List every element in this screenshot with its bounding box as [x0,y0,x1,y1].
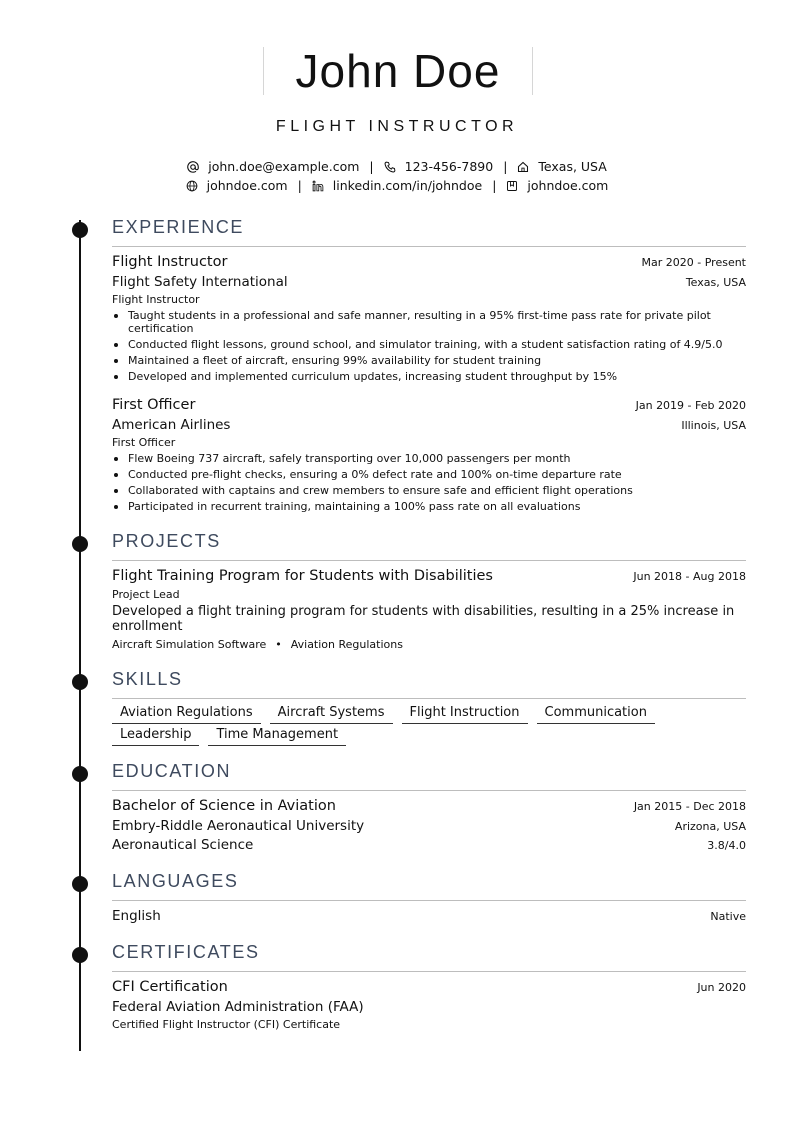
phone-text: 123-456-7890 [404,159,494,174]
skill-tag: Aviation Regulations [112,704,261,724]
section-divider [112,790,746,791]
separator: | [369,159,374,174]
at-sign-icon [187,161,199,173]
website-text: johndoe.com [206,178,288,193]
contact-linkedin[interactable] [312,178,482,193]
portfolio-text: johndoe.com [527,178,609,193]
timeline-dot [72,947,88,963]
job-bullet-list [112,452,732,516]
separator: | [503,159,508,174]
linkedin-text: linkedin.com/in/johndoe [332,178,483,193]
certificate-description: Certified Flight Instructor (CFI) Certificate [112,1018,341,1031]
project-description: Developed a flight training program for students with disabilities, resulting in a 25% increase in enrollment [112,604,735,634]
candidate-name: John Doe [295,45,501,97]
list-item: Conducted pre-flight checks, ensuring a 0% defect rate and 100% on-time departure rate [112,468,732,481]
school-name: Embry-Riddle Aeronautical University [112,818,365,834]
field-of-study: Aeronautical Science [112,837,254,853]
list-item: Developed and implemented curriculum updates, increasing student throughput by 15% [112,370,732,383]
section-title-education: EDUCATION [112,761,232,781]
globe-icon [186,180,198,192]
company-location: Texas, USA [685,276,746,289]
contact-phone[interactable] [384,159,494,174]
skills-list [112,704,752,748]
project-dates: Jun 2018 - Aug 2018 [633,570,746,583]
contact-location [517,159,606,174]
education-school-row [112,818,746,834]
gpa: 3.8/4.0 [707,839,746,852]
contact-email[interactable] [187,159,359,174]
language-name: English [112,908,161,924]
timeline-dot [72,536,88,552]
certificate-name: CFI Certification [112,979,228,995]
experience-role-row [112,254,746,270]
section-divider [112,698,746,699]
project-tag: Aviation Regulations [290,638,403,651]
degree-name: Bachelor of Science in Aviation [112,798,336,814]
timeline-dot [72,766,88,782]
linkedin-icon [312,180,324,192]
list-item: Participated in recurrent training, maintaining a 100% pass rate on all evaluations [112,500,732,513]
experience-company-row [112,274,746,290]
company-name: Flight Safety International [112,274,288,290]
skill-tag: Flight Instruction [402,704,528,724]
project-tags [112,638,403,651]
contact-portfolio[interactable] [506,178,608,193]
education-dates: Jan 2015 - Dec 2018 [633,800,746,813]
job-role: Flight Instructor [112,254,228,270]
company-name: American Airlines [112,417,231,433]
bookmark-icon [506,180,518,192]
skill-tag: Communication [537,704,655,724]
skill-tag: Leadership [112,726,199,746]
contact-line-2 [0,178,794,193]
job-dates: Jan 2019 - Feb 2020 [635,399,746,412]
project-row [112,568,746,584]
job-subtitle: Flight Instructor [112,293,200,306]
list-item: Flew Boeing 737 aircraft, safely transporting over 10,000 passengers per month [112,452,732,465]
contact-line-1 [0,159,794,174]
language-level: Native [710,910,746,923]
skill-tag: Aircraft Systems [270,704,393,724]
certificate-row [112,979,746,995]
section-title-experience: EXPERIENCE [112,217,245,237]
list-item: Maintained a fleet of aircraft, ensuring 99% availability for student training [112,354,732,367]
timeline-line [79,220,81,1051]
section-title-skills: SKILLS [112,669,183,689]
skill-tag: Time Management [208,726,346,746]
section-title-certificates: CERTIFICATES [112,942,260,962]
home-icon [517,161,529,173]
certificate-issuer-row [112,999,746,1015]
section-divider [112,900,746,901]
list-item: Conducted flight lessons, ground school, and simulator training, with a student satisfaction rating of 4.9/5.0 [112,338,732,351]
certificate-date: Jun 2020 [697,981,746,994]
project-name: Flight Training Program for Students with Disabilities [112,568,493,584]
school-location: Arizona, USA [674,820,746,833]
location-text: Texas, USA [538,159,607,174]
timeline-dot [72,222,88,238]
project-role: Project Lead [112,588,180,601]
list-item: Collaborated with captains and crew members to ensure safe and efficient flight operations [112,484,732,497]
tag-separator: • [275,638,282,651]
certificate-issuer: Federal Aviation Administration (FAA) [112,999,364,1015]
phone-icon [384,161,396,173]
separator: | [492,178,497,193]
job-role: First Officer [112,397,196,413]
project-tag: Aircraft Simulation Software [112,638,267,651]
section-divider [112,246,746,247]
education-field-row [112,837,746,853]
experience-role-row [112,397,746,413]
name-box [263,47,533,95]
education-degree-row [112,798,746,814]
contact-website[interactable] [186,178,288,193]
language-row [112,908,746,924]
job-title: FLIGHT INSTRUCTOR [275,118,519,135]
section-title-projects: PROJECTS [112,531,221,551]
job-bullet-list [112,309,732,386]
experience-company-row [112,417,746,433]
company-location: Illinois, USA [681,419,746,432]
job-subtitle: First Officer [112,436,176,449]
timeline-dot [72,876,88,892]
section-divider [112,971,746,972]
separator: | [297,178,302,193]
list-item: Taught students in a professional and safe manner, resulting in a 95% first-time pass rate for private pilot certification [112,309,732,335]
timeline-dot [72,674,88,690]
email-text: john.doe@example.com [208,159,360,174]
section-title-languages: LANGUAGES [112,871,239,891]
section-divider [112,560,746,561]
job-dates: Mar 2020 - Present [641,256,746,269]
